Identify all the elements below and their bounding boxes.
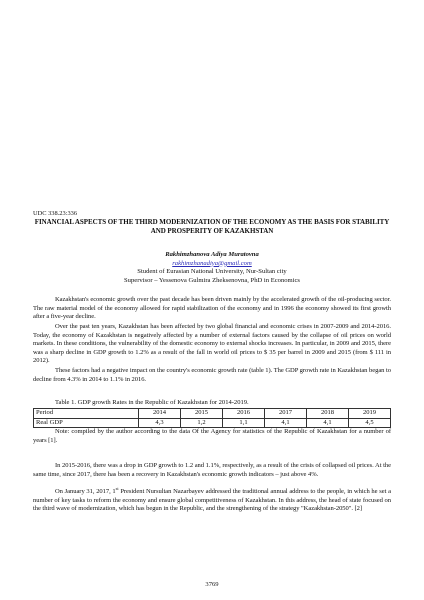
paragraph-address-start: On January 31, 2017, 1 — [55, 488, 116, 495]
table-header-row — [34, 409, 391, 419]
table-row — [34, 418, 391, 428]
table-note: Note: compiled by the author according to the data Of the Agency for statistics of the Republic of Kazakhstan for a number of years [1]. — [33, 428, 391, 444]
table-cell: 1,2 — [181, 418, 223, 428]
paragraph-growth-rate: These factors had a negative impact on the country's economic growth rate (table 1). The GDP growth rate in Kazakhstan began to decline from 4.3% in 2014 to 1.1% in 2016. — [33, 367, 391, 383]
table-caption: Table 1. GDP growth Rates in the Republic of Kazakhstan for 2014-2019. — [55, 399, 249, 406]
paragraph-crises: Over the past ten years, Kazakhstan has been affected by two global financial and economic crises in 2007-2009 and 2014-2016. Today, the economy of Kazakhstan is negatively affected by a number of external factors caused by the collapse of oil prices on world markets. In these conditions, the vulnerability of the domestic economy to external shocks increases. In particular, in 2009 and 2015, there was a sharp decline in GDP growth to 1.2% as a result of the fall in world oil prices to $ 35 per barrel in 2009 and 2015 (from $ 111 in 2012). — [33, 323, 391, 365]
table-header-cell: 2016 — [223, 409, 265, 419]
table-cell: 4,1 — [265, 418, 307, 428]
author-email-link[interactable]: rakhimzhanadiya@gmail.com — [172, 259, 252, 267]
paragraph-address — [33, 488, 391, 514]
table-cell: 1,1 — [223, 418, 265, 428]
table-header-cell: 2018 — [307, 409, 349, 419]
gdp-growth-table — [33, 408, 391, 428]
udc-code: UDC 338.23:336 — [33, 210, 78, 217]
table-header-cell: 2017 — [265, 409, 307, 419]
author-name: Rakhimzhanova Adiya Muratovna — [165, 251, 259, 258]
paper-title: FINANCIAL ASPECTS OF THE THIRD MODERNIZATION OF THE ECONOMY AS THE BASIS FOR STABILITY AND PROSPERITY OF KAZAKHSTAN — [34, 218, 390, 235]
paragraph-intro: Kazakhstan's economic growth over the past decade has been driven mainly by the accelerated growth of the oil-producing sector. The raw material model of the economy allowed for rapid stabilization of the economy and in 1996 the economy showed its first growth after a five-year decline. — [33, 296, 391, 321]
paragraph-recovery: In 2015-2016, there was a drop in GDP growth to 1.2 and 1.1%, respectively, as a result of the crisis of collapsed oil prices. At the same time, since 2017, there has been a recovery in Kazakhstan's economic growth indicators – just above 4%. — [33, 462, 391, 478]
ordinal-superscript: st — [115, 486, 119, 491]
supervisor-line: Supervisor – Yessenova Gulmira Zheksenovna, PhD in Economics — [124, 276, 300, 284]
table-cell: 4,5 — [349, 418, 391, 428]
table-cell: 4,3 — [139, 418, 181, 428]
table-header-cell: Period — [34, 409, 139, 419]
author-block — [33, 251, 391, 285]
table-header-cell: 2019 — [349, 409, 391, 419]
page-number: 3769 — [205, 581, 219, 588]
table-header-cell: 2015 — [181, 409, 223, 419]
table-cell: Real GDP — [34, 418, 139, 428]
author-affiliation: Student of Eurasian National University, Nur-Sultan city — [137, 268, 287, 276]
table-header-cell: 2014 — [139, 409, 181, 419]
paragraph-address-rest: President Nursultan Nazarbayev addressed the traditional annual address to the people, in which he set a number of key tasks to reform the economy and ensure global competitiveness of Kazakhstan. In this address, the head of state focused on the third wave of modernization, which has begun in the Republic, and the strengthening of the strategy "Kazakhstan-2050". [2] — [33, 488, 391, 513]
table-cell: 4,1 — [307, 418, 349, 428]
